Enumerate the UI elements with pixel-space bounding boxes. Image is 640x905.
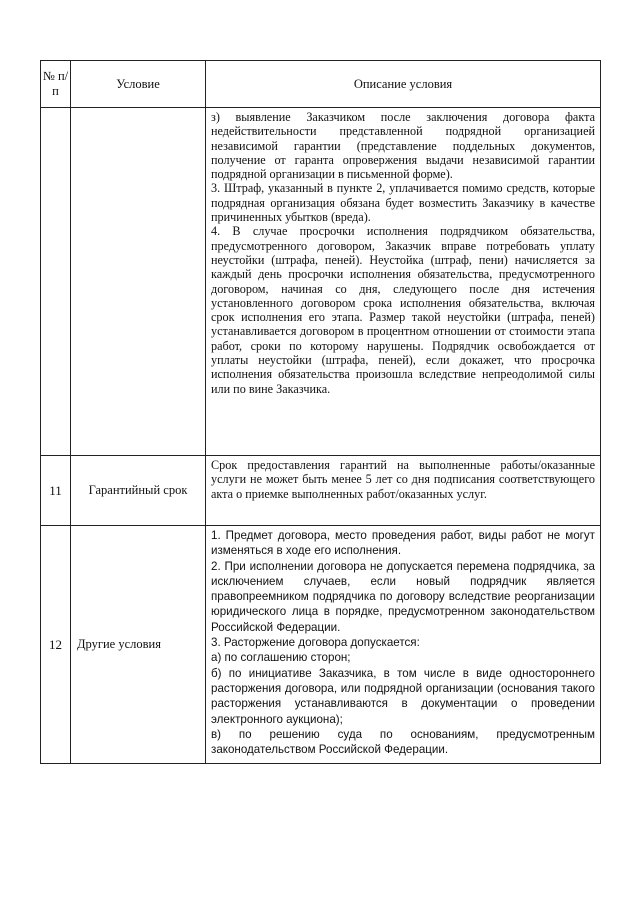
row-num: 12 [41,526,71,764]
row-condition: Гарантийный срок [71,456,206,526]
header-num [41,61,71,108]
description-paragraph: 4. В случае просрочки исполнения подрядчиком обязательства, предусмотренного договором, Заказчик вправе потребовать уплату неустойки (штрафа, пеней). Неустойка (штраф, пени) начисляется за каждый день просрочки исполнения обязательства, предусмотренного договором, начиная со дня, следующего после дня истечения установленного договором срока исполнения обязательства, включая срок исполнения его этапа. Размер такой неустойки (штрафа, пеней) устанавливается договором в процентном отношении от стоимости этапа работ, сроки по которому нарушены. Подрядчик освобождается от уплаты неустойки (штрафа, пеней), если докажет, что просрочка исполнения обязательства произошла вследствие непреодолимой силы или по вине Заказчика. [211,224,595,396]
row-description [206,108,601,456]
description-paragraph: 1. Предмет договора, место проведения работ, виды работ не могут изменяться в ходе его исполнения. [211,529,595,558]
header-condition-label: Условие [116,76,160,91]
conditions-table [40,60,601,764]
description-paragraph: 3. Расторжение договора допускается: [211,636,420,650]
description-paragraph: 2. При исполнении договора не допускается перемена подрядчика, за исключением случаев, если новый подрядчик является правопреемником подрядчика по договору вследствие реорганизации юридического лица в порядке, предусмотренном законодательством Российской Федерации. [211,559,595,634]
header-condition [71,61,206,108]
description-paragraph: а) по соглашению сторон; [211,651,351,665]
row-description [206,526,601,764]
table-row [41,108,601,456]
row-condition [71,108,206,456]
row-condition: Другие условия [71,526,206,764]
table-row [41,456,601,526]
description-paragraph: 3. Штраф, указанный в пункте 2, уплачивается помимо средств, которые подрядная организация обязана будет возместить Заказчику в качестве причиненных убытков (вреда). [211,181,595,225]
header-description-label: Описание условия [353,76,453,91]
row-num: 11 [41,456,71,526]
description-paragraph: в) по решению суда по основаниям, предусмотренным законодательством Российской Федерации. [211,727,595,757]
header-description [206,61,601,108]
description-paragraph: б) по инициативе Заказчика, в том числе в виде одностороннего расторжения договора, или подрядной организации (основания такого расторжения устанавливаются в документации о проведении электронного аукциона); [211,666,595,726]
table-header-row [41,61,601,108]
row-num [41,108,71,456]
table-row [41,526,601,764]
header-num-label: № п/п [42,69,69,98]
description-paragraph: з) выявление Заказчиком после заключения договора факта недействительности представленной подрядной организацией независимой гарантии (представление поддельных документов, получение от гаранта опровержения выдачи независимой гарантии подрядной организации в письменной форме). [211,110,595,182]
description-paragraph: Срок предоставления гарантий на выполненные работы/оказанные услуги не может быть менее 5 лет со дня подписания соответствующего акта о приемке выполненных работ/оказанных услуг. [211,458,595,501]
row-description [206,456,601,526]
